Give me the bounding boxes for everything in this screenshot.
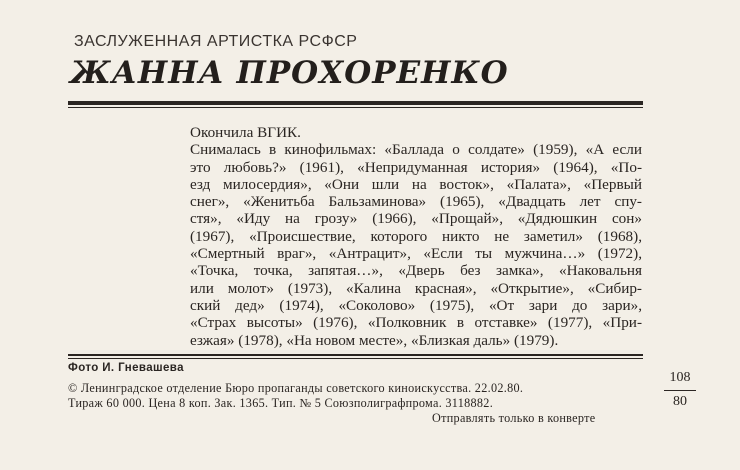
header-rule-thin: [68, 107, 643, 108]
bio-line: или молот» (1973), «Калина красная», «Открытие», «Сибир-: [190, 279, 642, 297]
footer-rule-thin: [68, 358, 643, 359]
bio-line: Окончила ВГИК.: [190, 124, 301, 141]
bio-line: (1967), «Происшествие, которого никто не заметил» (1968),: [190, 227, 642, 245]
biography: [190, 124, 642, 349]
bio-line: езжая» (1978), «На новом месте», «Близкая даль» (1979).: [190, 331, 559, 349]
catalog-code-bottom: 80: [673, 394, 687, 409]
bio-line: «Страх высоты» (1976), «Полковник в отставке» (1977), «При-: [190, 314, 642, 332]
footer-rule-thick: [68, 354, 643, 356]
bio-line: Снималась в кинофильмах: «Баллада о солдате» (1959), «А если: [190, 141, 642, 159]
imprint-line: Тираж 60 000. Цена 8 коп. Зак. 1365. Тип. № 5 Союзполиграфпрома. 3118882.: [68, 396, 494, 410]
actress-name: ЖАННА ПРОХОРЕНКО: [70, 55, 509, 91]
bio-line: езд милосердия», «Они шли на восток», «Палата», «Первый: [190, 175, 642, 193]
header-rule-thick: [68, 101, 643, 105]
bio-line: «Точка, точка, запятая…», «Дверь без замка», «Наковальня: [190, 262, 642, 280]
bio-line: снег», «Женитьба Бальзаминова» (1965), «Двадцать лет спу-: [190, 193, 642, 211]
catalog-code-top: 108: [669, 370, 691, 385]
catalog-code-divider: [664, 390, 696, 391]
imprint-line: © Ленинградское отделение Бюро пропаганды советского киноискусства. 22.02.80.: [68, 381, 524, 395]
send-note: Отправлять только в конверте: [432, 411, 596, 425]
photo-credit: Фото И. Гневашева: [68, 362, 184, 374]
bio-line: «Смертный враг», «Антрацит», «Если ты мужчина…» (1972),: [190, 245, 642, 263]
bio-line: ский дед» (1974), «Соколово» (1975), «От зари до зари»,: [190, 296, 642, 314]
bio-line: это любовь?» (1961), «Непридуманная история» (1964), «По-: [190, 158, 642, 176]
catalog-code: [664, 370, 696, 410]
bio-line: стя», «Иду на грозу» (1966), «Прощай», «Дядюшкин сон»: [190, 210, 642, 228]
imprint: [68, 381, 648, 426]
honorary-title: ЗАСЛУЖЕННАЯ АРТИСТКА РСФСР: [74, 33, 358, 50]
